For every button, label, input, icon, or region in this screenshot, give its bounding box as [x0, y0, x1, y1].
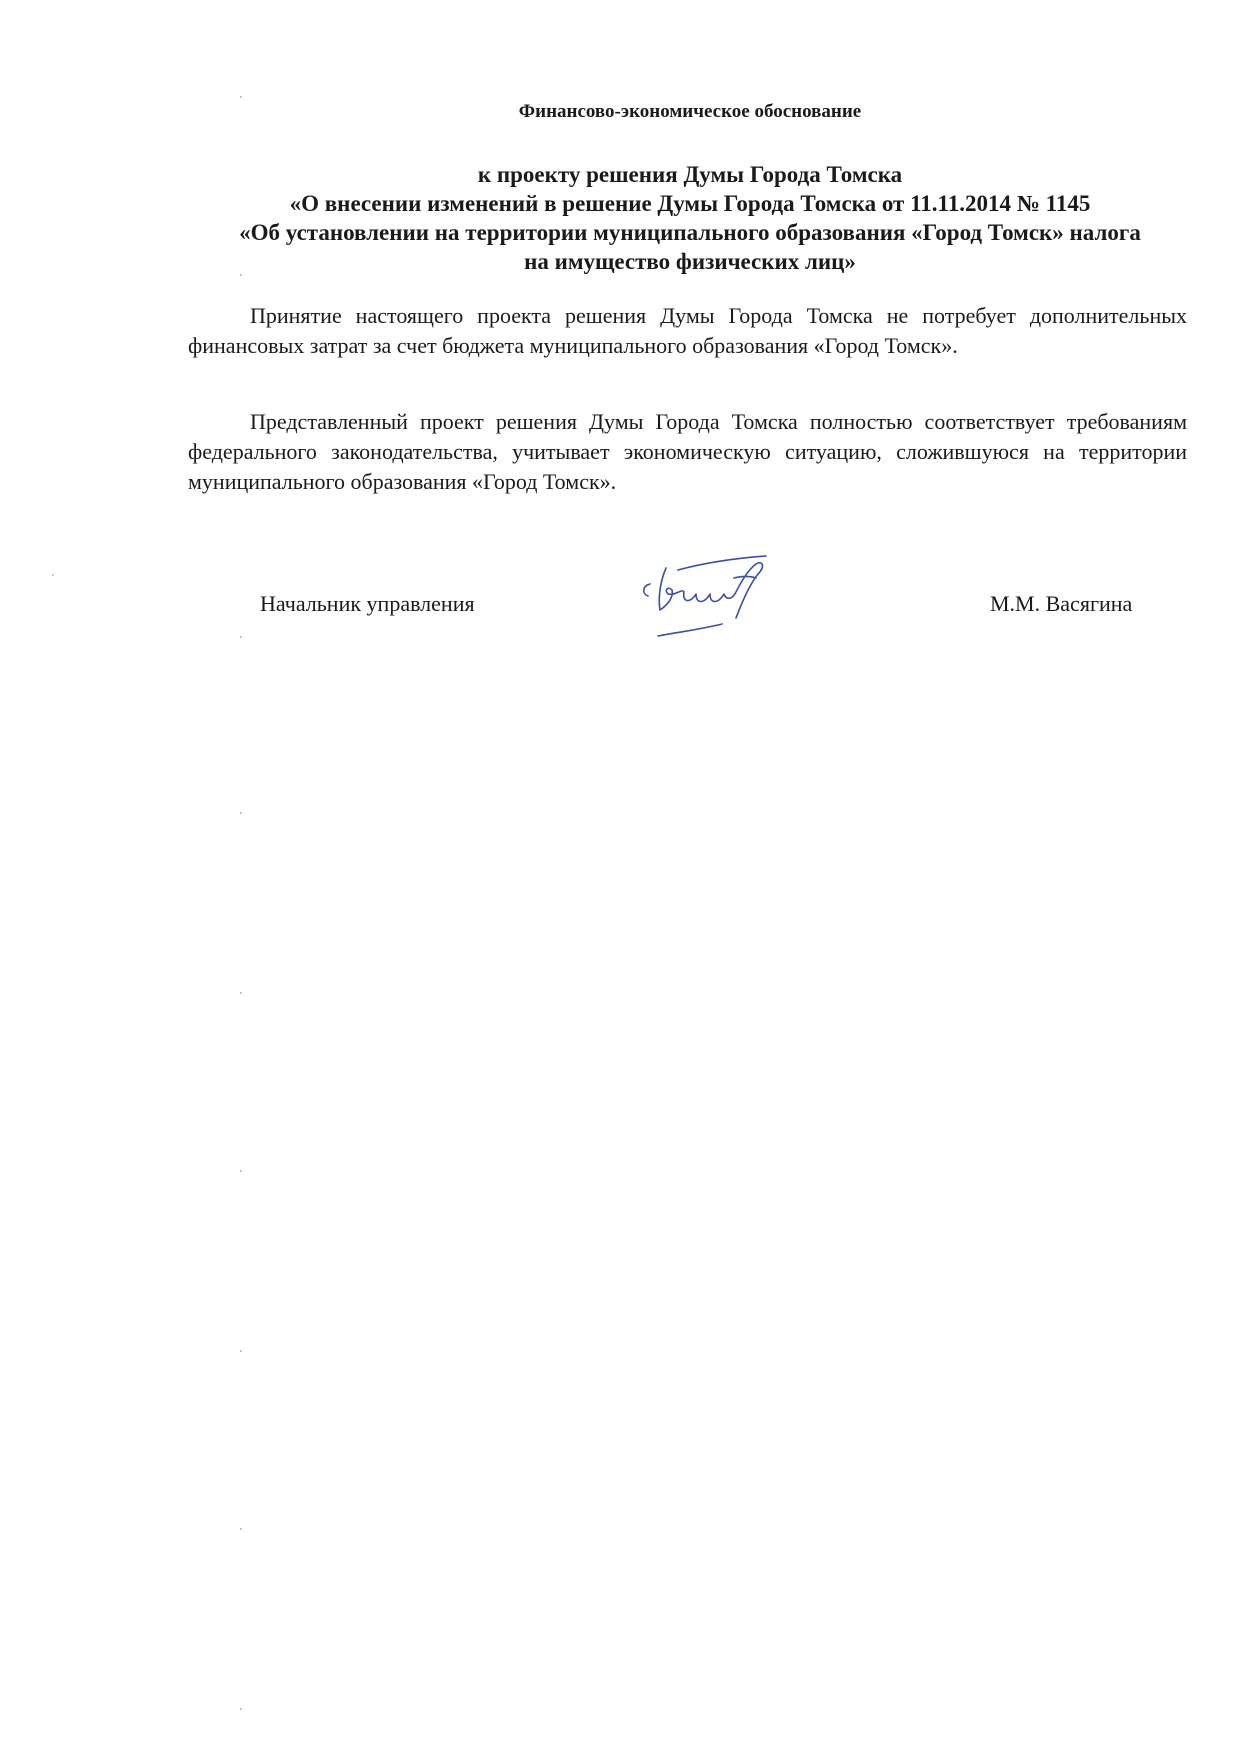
paragraph-compliance: Представленный проект решения Думы Города Томска полностью соответствует требованиям федерального законодательства, учитывает экономическую ситуацию, сложившуюся на территории муниципального образования «Город Томск».	[188, 409, 1187, 494]
document-subject	[190, 160, 1190, 276]
scan-artifact	[240, 1708, 242, 1710]
handwritten-signature	[638, 548, 788, 643]
scan-artifact	[240, 812, 242, 814]
scan-artifact	[240, 992, 242, 994]
subject-line: «О внесении изменений в решение Думы Города Томска от 11.11.2014 № 1145	[289, 191, 1091, 216]
scan-artifact	[240, 636, 242, 638]
scan-artifact	[240, 96, 242, 98]
scan-artifact	[240, 1528, 242, 1530]
document-title: Финансово-экономическое обоснование	[518, 101, 862, 122]
scan-artifact	[240, 1350, 242, 1352]
signatory-name: М.М. Васягина	[990, 591, 1133, 616]
scan-artifact	[52, 574, 54, 576]
scan-artifact	[240, 1170, 242, 1172]
subject-line: «Об установлении на территории муниципального образования «Город Томск» налога	[239, 220, 1141, 245]
paragraph-no-costs: Принятие настоящего проекта решения Думы Города Томска не потребует дополнительных финансовых затрат за счет бюджета муниципального образования «Город Томск».	[188, 303, 1187, 358]
subject-line: на имущество физических лиц»	[524, 249, 856, 274]
scan-artifact	[240, 274, 242, 276]
subject-line: к проекту решения Думы Города Томска	[477, 162, 903, 187]
signatory-position: Начальник управления	[260, 591, 475, 616]
